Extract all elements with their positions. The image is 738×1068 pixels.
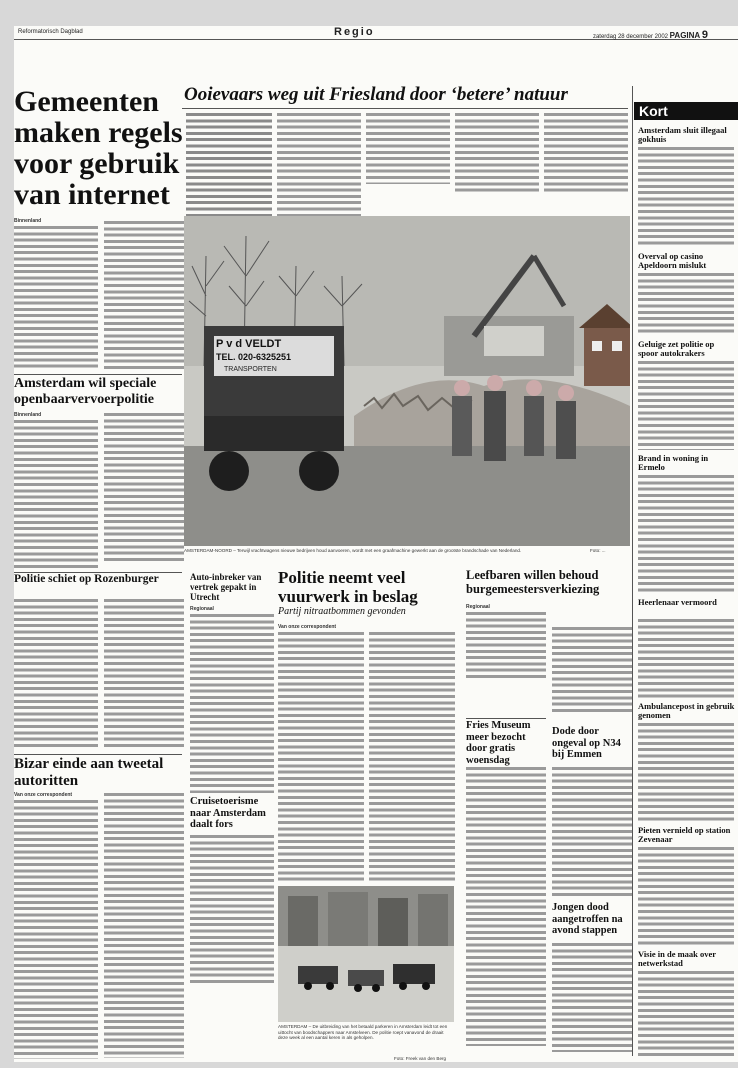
text-lines	[638, 618, 734, 698]
demolition-photo	[184, 216, 630, 546]
kort-item-title: Pieten vernield op station Zevenaar	[638, 825, 731, 844]
parking-photo	[278, 886, 454, 1022]
story5-subhead: Partij nitraatbommen gevonden	[278, 606, 406, 617]
kort-item-text	[638, 618, 734, 698]
story7-rubric: Van onze correspondent	[14, 792, 73, 798]
story6-col1	[466, 611, 546, 681]
story6-col2	[552, 626, 632, 712]
kort-item-text	[638, 846, 734, 946]
story6-rubric: Regionaal	[466, 604, 490, 610]
truck-text-2: TEL. 020-6325251	[216, 352, 292, 362]
text-lines	[638, 146, 734, 246]
top-rule	[182, 108, 628, 109]
text-lines	[104, 412, 184, 564]
story10-headline: Dode door ongeval op N34 bij Emmen	[552, 726, 621, 760]
text-lines	[455, 112, 539, 194]
kort-item-text	[638, 474, 734, 594]
photo-illustration	[184, 216, 630, 546]
street-photo-illustration	[278, 886, 454, 1022]
photo2-credit: Foto: Freek van den Berg	[394, 1056, 447, 1061]
top-story-col3	[366, 112, 450, 184]
text-lines	[552, 766, 632, 896]
text-lines	[638, 474, 734, 594]
kort-item-title: Heerlenaar vermoord	[638, 597, 717, 607]
story11-text	[552, 942, 632, 1052]
kort-header: Kort	[634, 102, 738, 120]
top-story-headline: Ooievaars weg uit Friesland door ‘betere’ natuur	[184, 84, 568, 105]
kort-item-title: Visie in de maak over netwerkstad	[638, 949, 716, 968]
rule-story2	[14, 374, 182, 375]
text-lines	[14, 799, 98, 1059]
story2-headline: Amsterdam wil speciale openbaarvervoerpolitie	[14, 376, 157, 407]
photo-credit: Foto: ...	[590, 548, 606, 553]
kort-item-title: Overval op casino Apeldoorn mislukt	[638, 251, 707, 270]
rule-story7	[14, 754, 182, 755]
kort-item-text	[638, 722, 734, 822]
text-lines	[190, 834, 274, 984]
newspaper-page	[14, 26, 738, 1062]
top-story-col4	[455, 112, 539, 194]
kort-item-text	[638, 360, 734, 450]
kort-item-title: Amsterdam sluit illegaal gokhuis	[638, 125, 727, 144]
text-lines	[552, 626, 632, 712]
text-lines	[104, 598, 184, 748]
story4-headline: Auto-inbreker van vertrek gepakt in Utrecht	[190, 572, 262, 602]
text-lines	[190, 613, 274, 793]
text-lines	[638, 272, 734, 336]
truck-text-1: P v d VELDT	[216, 338, 282, 350]
text-lines	[278, 631, 364, 881]
text-lines	[638, 846, 734, 946]
story5-rubric: Van onze correspondent	[278, 624, 337, 630]
main-headline: Gemeenten maken regels voor gebruik van internet	[14, 85, 183, 211]
story2-col1	[14, 419, 98, 569]
story8-headline: Cruisetoerisme naar Amsterdam daalt fors	[190, 796, 266, 830]
main-rubric: Binnenland	[14, 218, 42, 224]
text-lines	[638, 722, 734, 822]
text-lines	[369, 631, 455, 881]
paper-name: Reformatorisch Dagblad	[18, 29, 83, 35]
main-story-col1	[14, 225, 98, 371]
kort-divider	[632, 86, 633, 1056]
text-lines	[466, 766, 546, 1046]
photo-caption: AMSTERDAM-NOORD – Terwijl vrachtwagens nieuwe bedrijven houd aanvoeren, wordt met een graafmachine gewerkt aan de grootste brandschade van Nederland.	[184, 548, 522, 553]
text-lines	[186, 112, 272, 232]
text-lines	[638, 970, 734, 1056]
story7-headline: Bizar einde aan tweetal autoritten	[14, 756, 164, 789]
photo2-caption: AMSTERDAM – De uitbreiding van het betaald parkeren in Amsterdam leidt tot een uittocht van boodschappers naar Amstelveen. De politie roept vanavond de draait deze week al een aantal keren in als geholpen.	[278, 1024, 448, 1041]
text-lines	[544, 112, 628, 194]
story11-headline: Jongen dood aangetroffen na avond stappen	[552, 902, 623, 936]
story4-text	[190, 613, 274, 793]
section-name: Regio	[334, 26, 375, 38]
top-story-col5	[544, 112, 628, 194]
text-lines	[277, 112, 361, 228]
text-lines	[14, 598, 98, 748]
top-story-col2	[277, 112, 361, 228]
story9-headline: Fries Museum meer bezocht door gratis woensdag	[466, 720, 531, 766]
main-story-col2	[104, 220, 186, 372]
text-lines	[638, 360, 734, 450]
story6-headline: Leefbaren willen behoud burgemeestersverkiezing	[466, 568, 600, 596]
page-date: zaterdag 28 december 2002 PAGINA 9	[592, 29, 708, 41]
text-lines	[366, 112, 450, 184]
text-lines	[104, 220, 186, 372]
story5-col2	[369, 631, 455, 881]
story4-rubric: Regionaal	[190, 606, 214, 612]
story3-headline: Politie schiet op Rozenburger	[14, 573, 159, 585]
kort-item-text	[638, 970, 734, 1056]
story7-col2	[104, 792, 184, 1058]
story2-col2	[104, 412, 184, 564]
story2-rubric: Binnenland	[14, 412, 42, 418]
rule-story9	[466, 718, 546, 719]
text-lines	[552, 942, 632, 1052]
story3-col1	[14, 598, 98, 748]
top-story-col1	[186, 112, 272, 232]
story5-col1	[278, 631, 364, 881]
masthead	[14, 26, 738, 40]
story10-text	[552, 766, 632, 896]
kort-item-text	[638, 272, 734, 336]
text-lines	[14, 225, 98, 371]
story3-col2	[104, 598, 184, 748]
kort-item-text	[638, 146, 734, 246]
kort-item-title: Ambulancepost in gebruik genomen	[638, 701, 735, 720]
story9-text	[466, 766, 546, 1046]
story5-headline: Politie neemt veel vuurwerk in beslag	[278, 568, 418, 606]
story8-text	[190, 834, 274, 984]
text-lines	[466, 611, 546, 681]
story7-col1	[14, 799, 98, 1059]
text-lines	[14, 419, 98, 569]
truck-text-3: TRANSPORTEN	[224, 366, 277, 373]
text-lines	[104, 792, 184, 1058]
kort-item-title: Geluige zet politie op spoor autokrakers	[638, 339, 715, 358]
kort-item-title: Brand in woning in Ermelo	[638, 453, 709, 472]
